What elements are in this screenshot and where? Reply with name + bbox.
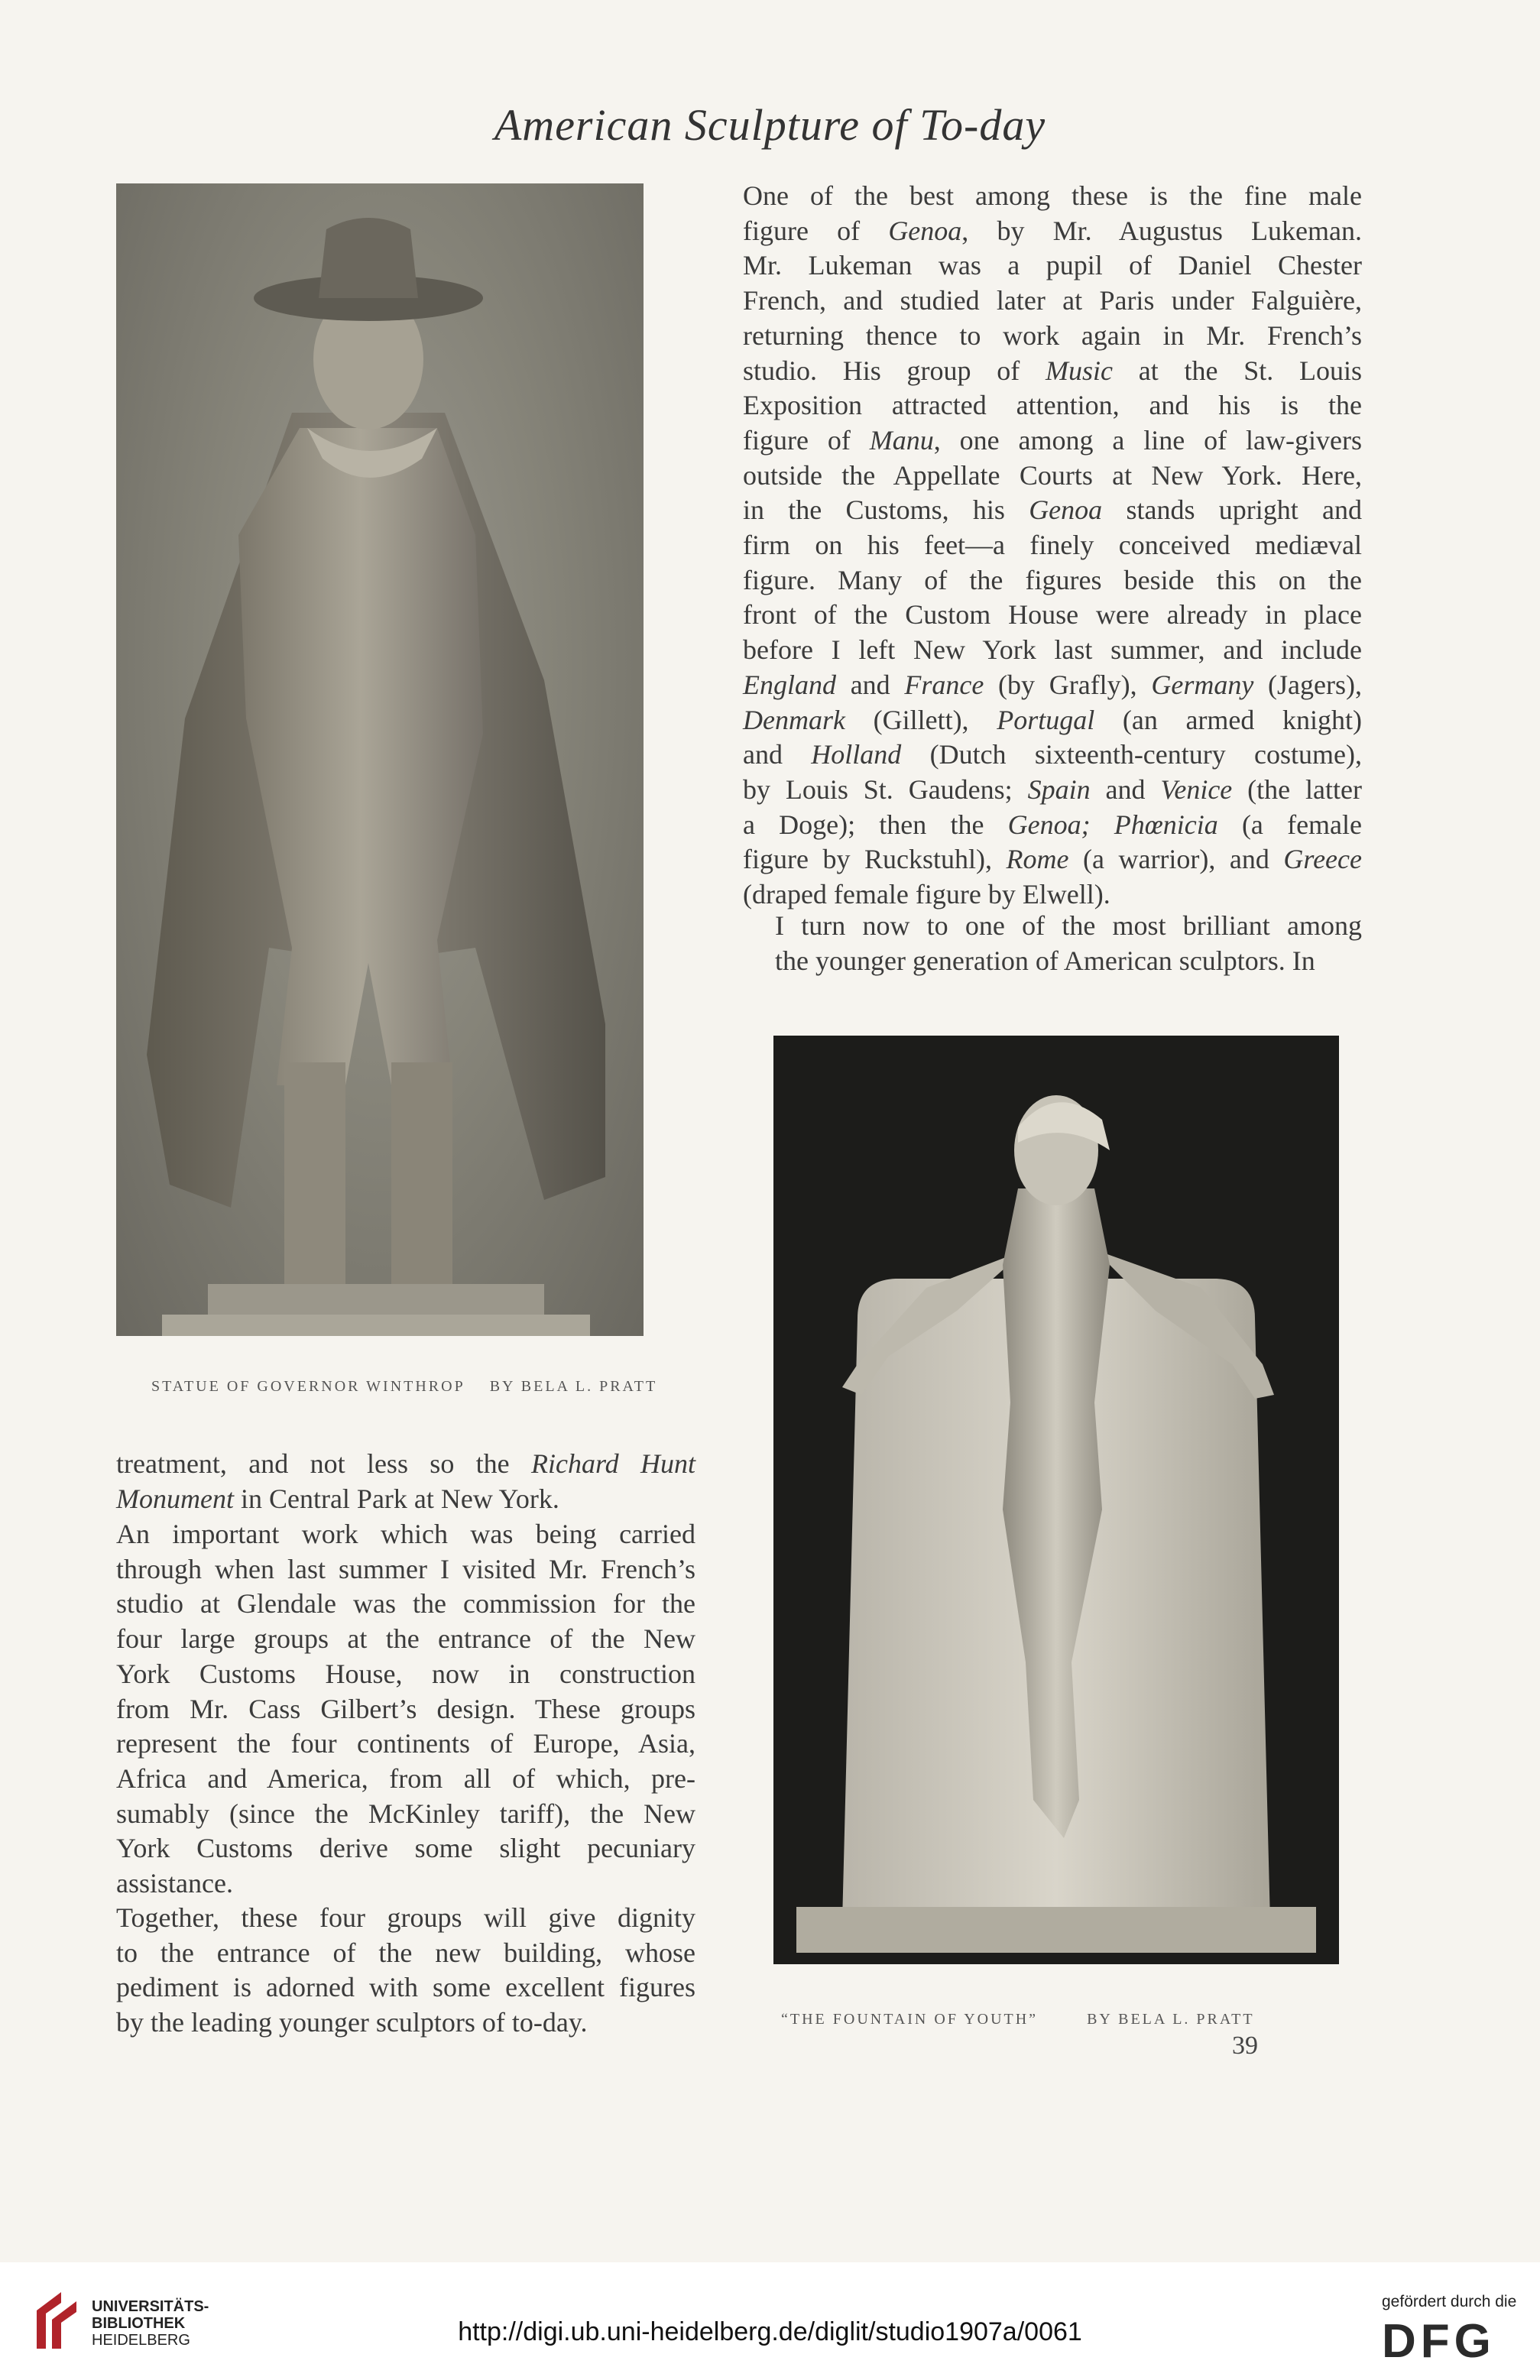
text-line: studio at Glendale was the commission for the — [116, 1588, 695, 1620]
text-line: figure of Manu, one among a line of law-givers — [743, 424, 1362, 456]
text-line: by the leading younger sculptors of to-day. — [116, 2007, 588, 2038]
italic-title: Spain — [1027, 773, 1091, 805]
left-figure-caption — [151, 1378, 657, 1396]
text-line: from Mr. Cass Gilbert’s design. These groups — [116, 1693, 695, 1724]
text-line: through when last summer I visited Mr. French’s — [116, 1553, 695, 1584]
text-line: represent the four continents of Europe, Asia, — [116, 1728, 695, 1759]
left-column-paragraph-1 — [116, 1447, 695, 1516]
text-line: Together, these four groups will give dignity — [116, 1902, 695, 1933]
dfg-logo: DFG — [1382, 2315, 1496, 2368]
text-line: French, and studied later at Paris under Falguière, — [743, 285, 1362, 316]
logo-line-2: BIBLIOTHEK — [92, 2315, 186, 2332]
logo-line-3: HEIDELBERG — [92, 2332, 190, 2349]
italic-title: Germany — [1151, 669, 1254, 700]
italic-title: Denmark — [743, 704, 845, 735]
italic-title: Genoa — [1029, 494, 1103, 526]
left-caption-credit: BY BELA L. PRATT — [489, 1378, 658, 1395]
right-column-paragraph-1 — [743, 179, 1362, 913]
text-line: the younger generation of American sculptors. In — [775, 945, 1315, 976]
text-line: figure by Ruckstuhl), Rome (a warrior), and Greece — [743, 844, 1362, 875]
text-line: treatment, and not less so the Richard Hunt — [116, 1448, 695, 1479]
text-line: in the Customs, his Genoa stands upright and — [743, 494, 1362, 526]
text-line: and Holland (Dutch sixteenth-century costume), — [743, 739, 1362, 770]
text-line: studio. His group of Music at the St. Louis — [743, 355, 1362, 386]
permalink-url[interactable]: http://digi.ub.uni-heidelberg.de/diglit/studio1907a/0061 — [458, 2317, 1082, 2346]
italic-title: Monument — [116, 1483, 234, 1514]
page-number: 39 — [1232, 2031, 1258, 2060]
text-line: Exposition attracted attention, and his is the — [743, 390, 1362, 421]
text-line: (draped female figure by Elwell). — [743, 879, 1110, 910]
italic-title: Rome — [1006, 844, 1069, 875]
text-line: four large groups at the entrance of the New — [116, 1623, 695, 1655]
italic-title: Music — [1046, 355, 1113, 386]
text-line: One of the best among these is the fine male — [743, 180, 1362, 211]
text-line: I turn now to one of the most brilliant among — [775, 910, 1362, 941]
text-line: Mr. Lukeman was a pupil of Daniel Chester — [743, 250, 1362, 281]
text-line: before I left New York last summer, and include — [743, 634, 1362, 666]
italic-title: Genoa — [888, 215, 962, 246]
right-figure-caption — [781, 2011, 1255, 2028]
winthrop-statue-photo — [116, 183, 644, 1336]
text-line: Africa and America, from all of which, pre- — [116, 1762, 695, 1794]
text-line: a Doge); then the Genoa; Phœnicia (a female — [743, 809, 1363, 840]
text-line: York Customs derive some slight pecuniary — [116, 1833, 695, 1864]
italic-title: Manu — [869, 424, 934, 456]
italic-title: England — [743, 669, 836, 700]
right-caption-credit: BY BELA L. PRATT — [1087, 2011, 1255, 2028]
italic-title: France — [904, 669, 984, 700]
page-title: American Sculpture of To-day — [494, 100, 1046, 150]
text-line: Denmark (Gillett), Portugal (an armed knight) — [743, 704, 1363, 735]
text-line: returning thence to work again in Mr. French’s — [743, 319, 1362, 351]
text-line: figure of Genoa, by Mr. Augustus Lukeman. — [743, 215, 1362, 246]
text-line: outside the Appellate Courts at New York. Here, — [743, 459, 1362, 491]
left-caption-title: STATUE OF GOVERNOR WINTHROP — [151, 1378, 465, 1395]
text-line: pediment is adorned with some excellent figures — [116, 1972, 695, 2003]
fountain-of-youth-image — [773, 1036, 1339, 1964]
text-line: firm on his feet—a finely conceived mediæval — [743, 530, 1362, 561]
right-column-paragraph-2 — [743, 909, 1362, 978]
italic-title: Richard Hunt — [531, 1448, 695, 1479]
right-caption-title: “THE FOUNTAIN OF YOUTH” — [781, 2011, 1039, 2028]
fountain-of-youth-photo — [773, 1036, 1339, 1964]
italic-title: Portugal — [997, 704, 1095, 735]
text-line: An important work which was being carried — [116, 1519, 695, 1549]
italic-title: Venice — [1160, 773, 1233, 805]
left-column-paragraph-2 — [116, 1517, 695, 1902]
text-line: to the entrance of the new building, whose — [116, 1937, 695, 1968]
sponsor-label: gefördert durch die — [1382, 2293, 1517, 2310]
italic-title: Genoa; Phœnicia — [1007, 809, 1218, 840]
logo-line-1: UNIVERSITÄTS- — [92, 2298, 209, 2315]
text-line: England and France (by Grafly), Germany (Jagers), — [743, 669, 1362, 700]
text-line: York Customs House, now in construction — [116, 1658, 695, 1689]
winthrop-statue-image — [116, 183, 644, 1336]
italic-title: Holland — [811, 739, 902, 770]
text-line: figure. Many of the figures beside this on the — [743, 564, 1362, 595]
text-line: assistance. — [116, 1868, 233, 1899]
text-line: Monument in Central Park at New York. — [116, 1483, 559, 1514]
text-line: front of the Custom House were already in place — [743, 599, 1362, 631]
text-line: by Louis St. Gaudens; Spain and Venice (the latter — [743, 773, 1362, 805]
italic-title: Greece — [1283, 844, 1362, 875]
left-column-paragraph-3 — [116, 1901, 695, 2041]
text-line: sumably (since the McKinley tariff), the New — [116, 1798, 695, 1829]
